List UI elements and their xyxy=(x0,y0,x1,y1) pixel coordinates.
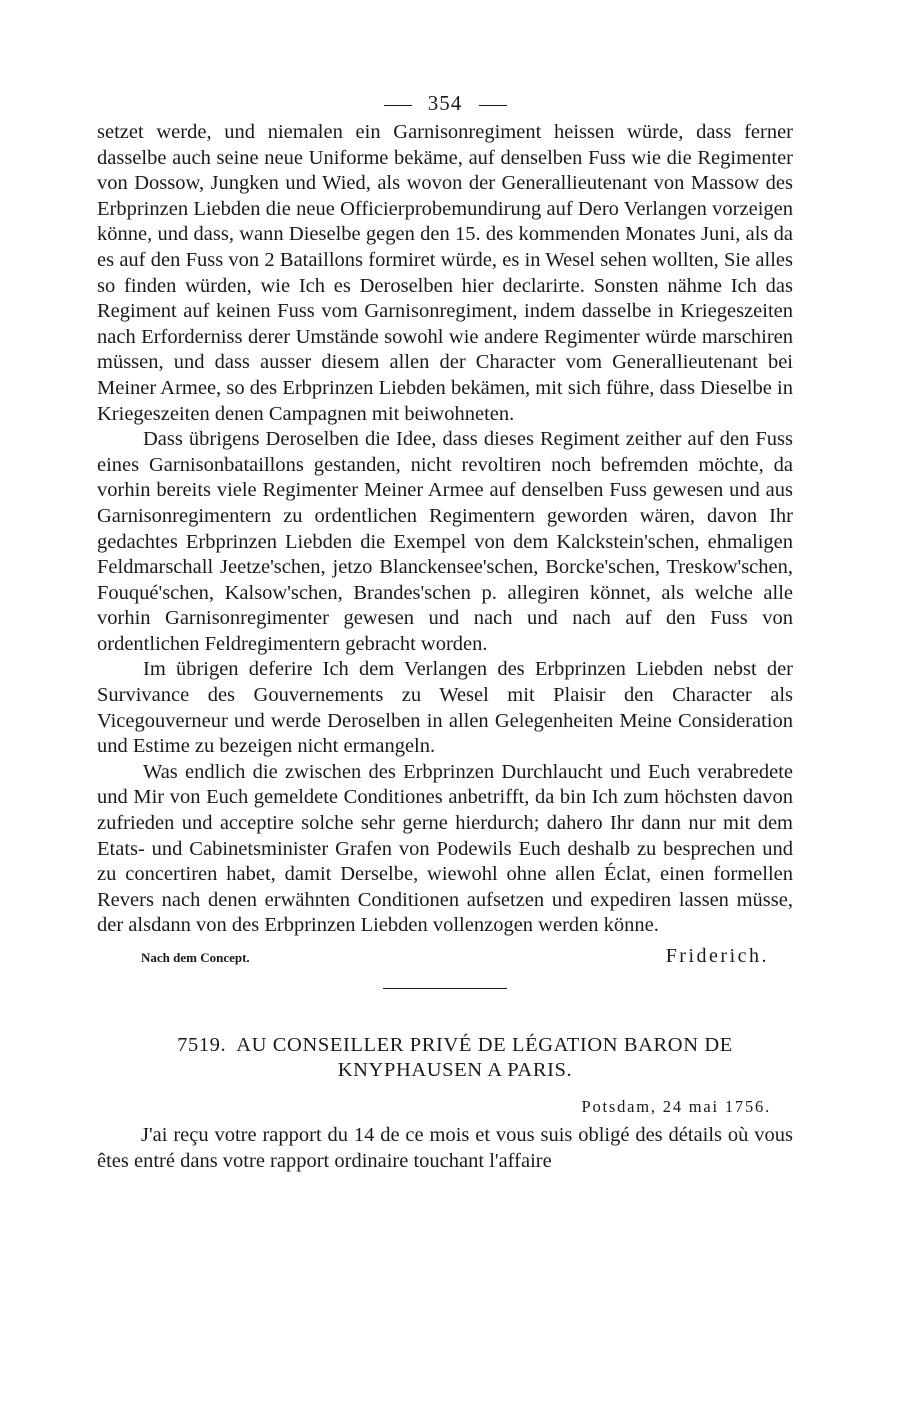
dateline: Potsdam, 24 mai 1756. xyxy=(581,1097,771,1116)
header-dash-right xyxy=(479,105,507,106)
opening-paragraph: J'ai reçu votre rapport du 14 de ce mois et vous suis obligé des détails où vous êtes entré dans votre rapport ordinaire touchant l'affaire xyxy=(97,1124,793,1172)
document-page xyxy=(97,86,793,1174)
paragraph: Dass übrigens Deroselben die Idee, dass dieses Regiment zeither auf den Fuss eines Garnisonbataillons gestanden, nicht revoltiren noch befremden möchte, da vorhin bereits viele Regimenter Meiner Armee auf denselben Fuss gewesen und aus Garnisonregimentern zu ordentlichen Regimentern geworden wären, davon Ihr gedachtes Erbprinzen Liebden die Exempel von dem Kalckstein'schen, ehmaligen Feldmarschall Jeetze'schen, jetzo Blanckensee'schen, Borcke'schen, Treskow'schen, Fouqué'schen, Kalsow'schen, Brandes'schen p. allegiren könnet, als welche alle vorhin Garnisonregimenter gewesen und nach und nach auf den Fuss von ordentlichen Feldregimentern gebracht worden. xyxy=(97,428,793,655)
letter-opening xyxy=(97,1123,793,1174)
signature: Friderich. xyxy=(665,945,769,967)
section-divider xyxy=(383,988,507,989)
paragraph: Was endlich die zwischen des Erbprinzen Durchlaucht und Euch verabredete und Mir von Euch gemeldete Conditiones anbetrifft, da bin Ich zum höchsten davon zufrieden und acceptire solche sehr gerne hierdurch; dahero Ihr dann nur mit dem Etats- und Cabinetsminister Grafen von Podewils Euch deshalb zu besprechen und zu concertiren habet, damit Derselbe, wiewohl ohne allen Éclat, einen formellen Revers nach denen erwähnten Conditionen aufsetzen und expediren lassen müsse, der alsdann von des Erbprinzen Liebden vollenzogen werden könne. xyxy=(97,760,793,937)
page-number: 354 xyxy=(427,91,463,115)
source-signature-line xyxy=(97,945,793,968)
letter-body xyxy=(97,120,793,939)
document-number: 7519. xyxy=(177,1034,227,1056)
heading-title-2: KNYPHAUSEN A PARIS. xyxy=(337,1059,573,1081)
page-header xyxy=(97,86,793,120)
paragraph: Im übrigen deferire Ich dem Verlangen des Erbprinzen Liebden nebst der Survivance des Gouvernements zu Wesel mit Plaisir den Character als Vicegouverneur und werde Deroselben in allen Gelegenheiten Meine Consideration und Estime zu bezeigen nicht ermangeln. xyxy=(97,658,793,758)
source-note: Nach dem Concept. xyxy=(141,950,250,965)
header-dash-left xyxy=(384,105,412,106)
document-heading xyxy=(97,1033,793,1083)
heading-title-1: AU CONSEILLER PRIVÉ DE LÉGATION BARON DE xyxy=(236,1034,733,1056)
paragraph-continuation: setzet werde, und niemalen ein Garnisonregiment heissen würde, dass ferner dasselbe auch seine neue Uniforme bekäme, auf denselben Fuss wie die Regimenter von Dossow, Jungken und Wied, als wovon der Generallieutenant von Massow des Erbprinzen Liebden die neue Officierprobemundirung auf Dero Verlangen vorzeigen könne, und dass, wann Dieselbe gegen den 15. des kommenden Monates Juni, als da es auf den Fuss von 2 Bataillons formiret würde, es in Wesel sehen wollten, Sie alles so finden würden, wie Ich es Deroselben hier declarirte. Sonsten nähme Ich das Regiment auf keinen Fuss vom Garnisonregiment, indem dasselbe in Kriegeszeiten nach Erforderniss derer Umstände sowohl wie andere Regimenter würde marschiren müssen, und dass ausser diesem allen der Character vom Generallieutenant bei Meiner Armee, so des Erbprinzen Liebden bekämen, mit sich führe, dass Dieselbe in Kriegeszeiten denen Campagnen mit beiwohneten. xyxy=(97,121,793,425)
heading-line-1 xyxy=(117,1033,793,1058)
